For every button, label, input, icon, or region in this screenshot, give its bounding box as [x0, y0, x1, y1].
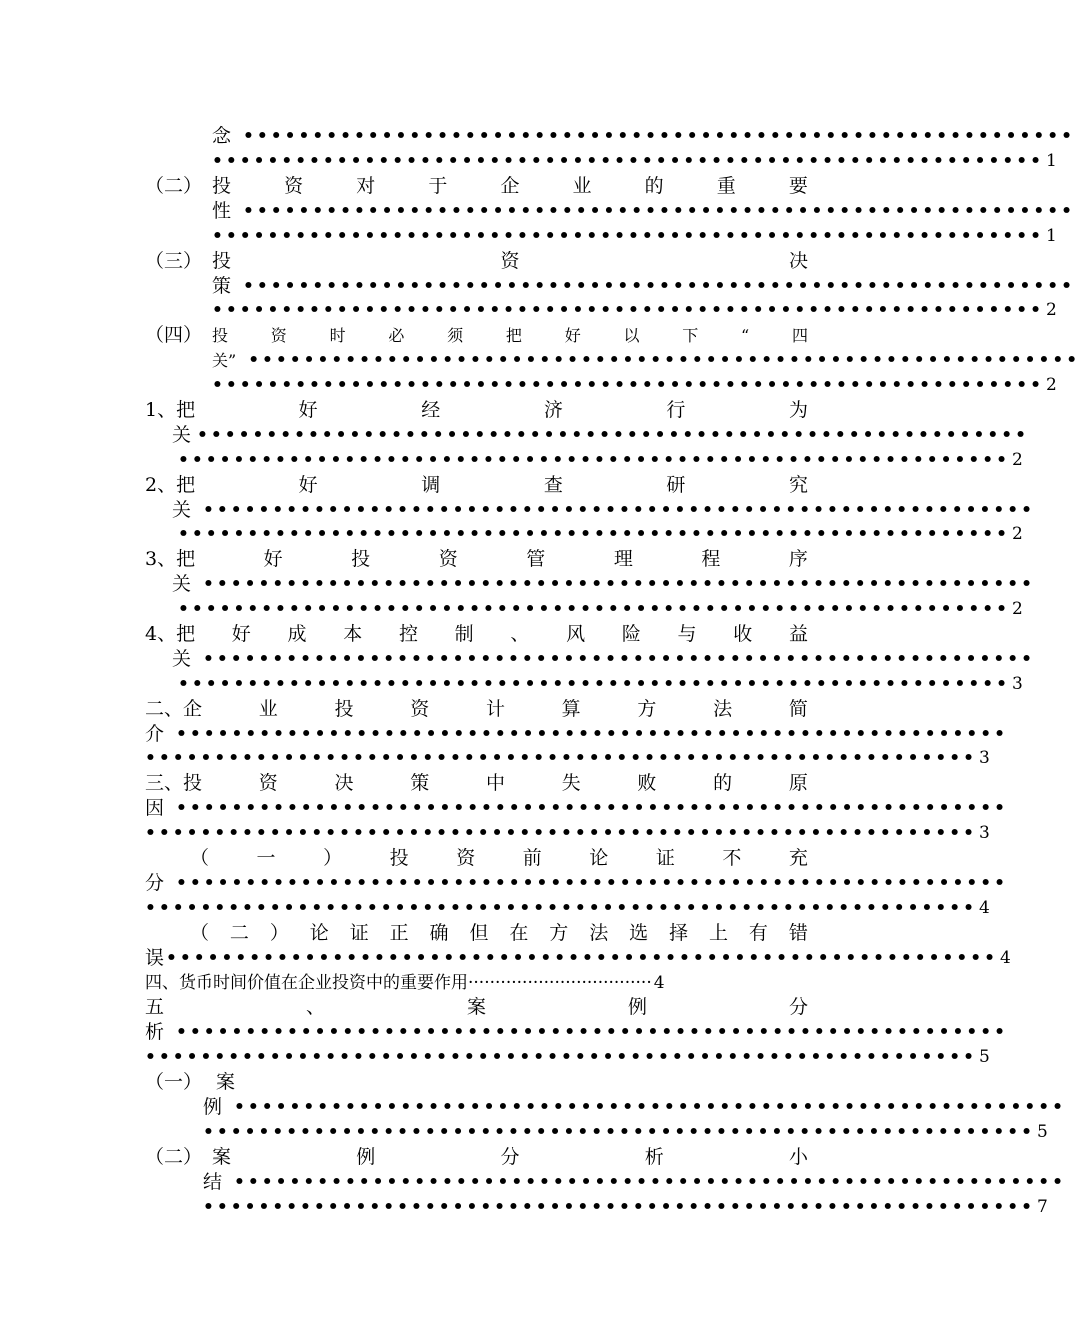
toc-page-number: 1 — [1045, 226, 1057, 246]
toc-heading-char: 资 — [258, 772, 278, 794]
toc-entry-chapter-5-tail: 析 •••••••••••••••••••••••••••••••••••••••••••••••••••••••••••• — [145, 1021, 1008, 1043]
toc-entry-importance-tail: 性 •••••••••••••••••••••••••••••••••••••••••••••••••••••••••••• — [212, 200, 1075, 222]
toc-leader: •••••••••••••••••••••••••••••••••••••••••••••••••••••••••••• — [197, 425, 1029, 445]
toc-heading-char: 、 — [305, 996, 325, 1018]
toc-entry-number: （四） — [145, 324, 203, 346]
toc-heading-char: 计 — [485, 698, 505, 720]
toc-heading-char: 投 — [212, 175, 232, 197]
toc-text: 念 — [212, 125, 232, 147]
toc-heading-char: 3、把 — [145, 548, 196, 570]
toc-heading-char: 资 — [500, 250, 520, 272]
toc-heading-char: 的 — [644, 175, 664, 197]
toc-leader: •••••••••••••••••••••••••••••••••••••••••••••••••••••••••••• — [178, 450, 1010, 470]
toc-heading-char: 业 — [258, 698, 278, 720]
toc-heading-char: 要 — [788, 175, 808, 197]
toc-entry-economic-behavior-page — [178, 448, 1023, 473]
toc-heading-char: （ — [190, 847, 210, 869]
toc-heading-char: 中 — [485, 772, 505, 794]
toc-leader: •••••••••••••••••••••••••••••••••••••••••••••••••••••••••••• — [212, 151, 1044, 171]
toc-heading-char: 济 — [543, 399, 563, 421]
toc-leader: •••••••••••••••••••••••••••••••••••••••••••••••••••••••••••• — [203, 574, 1035, 594]
toc-leader: •••••••••••••••••••••••••••••••••••••••••••••••••••••••••••• — [176, 873, 1008, 893]
toc-heading-char: 收 — [733, 623, 753, 645]
toc-entry-four-gates[interactable] — [212, 323, 808, 348]
toc-leader: •••••••••••••••••••••••••••••••••••••••••••••••••••••••••••• — [212, 375, 1044, 395]
toc-heading-char: 五 — [145, 996, 165, 1018]
toc-heading-char: 时 — [329, 326, 346, 345]
toc-heading-char: 研 — [666, 474, 686, 496]
toc-heading-char: 管 — [526, 548, 546, 570]
toc-heading-char: 以 — [623, 326, 640, 345]
toc-entry-insufficient-proof-page — [145, 896, 990, 921]
toc-heading-char: 有 — [748, 922, 768, 944]
toc-entry-chapter-4[interactable]: 四、货币时间价值在企业投资中的重要作用 ·································· 4 — [145, 971, 725, 996]
toc-entry-economic-behavior-tail: 关 •••••••••••••••••••••••••••••••••••••••••••••••••••••••••••• — [172, 424, 1029, 446]
toc-heading-char: 好 — [298, 474, 318, 496]
toc-leader: •••••••••••••••••••••••••••••••••••••••••••••••••••••••••••• — [203, 500, 1035, 520]
toc-page-number: 4 — [999, 948, 1011, 968]
toc-heading-char: 、 — [510, 623, 530, 645]
toc-heading-char: 风 — [566, 623, 586, 645]
toc-heading-char: 选 — [629, 922, 649, 944]
toc-heading-char: 案 — [466, 996, 486, 1018]
toc-entry-wrong-method[interactable] — [190, 921, 808, 946]
toc-heading-char: 错 — [788, 922, 808, 944]
toc-heading-char: 制 — [454, 623, 474, 645]
toc-heading-char: 资 — [410, 698, 430, 720]
toc-heading-char: 于 — [428, 175, 448, 197]
toc-leader: •••••••••••••••••••••••••••••••••••••••••••••••••••••••••••• — [203, 649, 1035, 669]
toc-entry-chapter-3-page — [145, 821, 990, 846]
toc-heading-char: 对 — [356, 175, 376, 197]
toc-heading-char: 择 — [669, 922, 689, 944]
toc-heading-char: 把 — [505, 326, 522, 345]
toc-entry-decision-tail: 策 •••••••••••••••••••••••••••••••••••••••••••••••••••••••••••• — [212, 275, 1075, 297]
toc-heading-char: 二 — [229, 922, 249, 944]
toc-leader: ·································· — [468, 973, 652, 993]
toc-entry-research-page — [178, 522, 1023, 547]
toc-entry-concept-page — [212, 149, 1057, 174]
toc-heading-char: 证 — [349, 922, 369, 944]
toc-heading-char: ） — [323, 847, 343, 869]
toc-heading-char: 经 — [421, 399, 441, 421]
toc-page-number: 1 — [1045, 151, 1057, 171]
toc-entry-number: （二） — [145, 1146, 203, 1168]
toc-heading-char: 必 — [388, 326, 405, 345]
toc-heading-char: 不 — [722, 847, 742, 869]
toc-heading-char: 的 — [713, 772, 733, 794]
toc-entry-cost-risk-page — [178, 672, 1023, 697]
toc-heading-char: 调 — [421, 474, 441, 496]
toc-entry-chapter-2-tail: 介 •••••••••••••••••••••••••••••••••••••••••••••••••••••••••••• — [145, 723, 1008, 745]
toc-heading-char: 上 — [708, 922, 728, 944]
toc-heading-char: 但 — [469, 922, 489, 944]
toc-heading-char: 资 — [438, 548, 458, 570]
toc-page-number: 2 — [1011, 524, 1023, 544]
toc-entry-chapter-3[interactable] — [145, 771, 808, 796]
toc-heading-char: 益 — [788, 623, 808, 645]
toc-heading-char: 三、投 — [145, 772, 203, 794]
toc-heading-char: 投 — [212, 250, 232, 272]
toc-heading-char: 简 — [788, 698, 808, 720]
toc-heading-char: 重 — [716, 175, 736, 197]
toc-heading-char: 例 — [627, 996, 647, 1018]
toc-entry-cost-risk[interactable] — [145, 622, 808, 647]
toc-page-number: 2 — [1011, 599, 1023, 619]
toc-leader: •••••••••••••••••••••••••••••••••••••••••••••••••••••••••••• — [234, 1172, 1066, 1192]
toc-leader: •••••••••••••••••••••••••••••••••••••••••••••••••••••••••••• — [166, 948, 998, 968]
toc-entry-cost-risk-tail: 关 •••••••••••••••••••••••••••••••••••••••••••••••••••••••••••• — [172, 648, 1035, 670]
toc-heading-char: 在 — [509, 922, 529, 944]
toc-heading-char: 下 — [682, 326, 699, 345]
toc-heading-char: 控 — [398, 623, 418, 645]
toc-heading-char: 企 — [500, 175, 520, 197]
toc-heading-char: 案 — [212, 1146, 232, 1168]
toc-heading-char: （ — [190, 922, 210, 944]
toc-heading-char: 成 — [287, 623, 307, 645]
toc-heading-char: 充 — [788, 847, 808, 869]
toc-heading-char: 正 — [389, 922, 409, 944]
toc-leader: •••••••••••••••••••••••••••••••••••••••••••••••••••••••••••• — [176, 1022, 1008, 1042]
toc-entry-research[interactable] — [145, 473, 808, 498]
toc-heading-char: 好 — [231, 623, 251, 645]
toc-entry-case-page — [203, 1120, 1048, 1145]
toc-page-number: 5 — [978, 1047, 990, 1067]
toc-entry-management[interactable] — [145, 547, 808, 572]
toc-entry-chapter-3-tail: 因 •••••••••••••••••••••••••••••••••••••••••••••••••••••••••••• — [145, 797, 1008, 819]
toc-heading-char: 析 — [644, 1146, 664, 1168]
toc-heading-char: 险 — [621, 623, 641, 645]
toc-entry-chapter-5-page — [145, 1045, 990, 1070]
toc-page-number: 7 — [1036, 1197, 1048, 1217]
toc-heading-char: 为 — [788, 399, 808, 421]
toc-heading-char: 行 — [666, 399, 686, 421]
toc-heading-char: 程 — [701, 548, 721, 570]
toc-heading-char: 法 — [713, 698, 733, 720]
toc-entry-case-tail: 例 •••••••••••••••••••••••••••••••••••••••••••••••••••••••••••• — [203, 1096, 1066, 1118]
toc-leader: •••••••••••••••••••••••••••••••••••••••••••••••••••••••••••• — [178, 599, 1010, 619]
toc-heading-char: 分 — [788, 996, 808, 1018]
toc-heading-char: 投 — [212, 326, 229, 345]
toc-entry-research-tail: 关 •••••••••••••••••••••••••••••••••••••••••••••••••••••••••••• — [172, 499, 1035, 521]
toc-heading-char: 分 — [500, 1146, 520, 1168]
toc-heading-char: 四 — [791, 326, 808, 345]
toc-heading-char: 例 — [356, 1146, 376, 1168]
toc-heading-char: 4、把 — [145, 623, 196, 645]
toc-heading-char: 论 — [589, 847, 609, 869]
toc-heading-char: 本 — [343, 623, 363, 645]
toc-heading-char: 好 — [298, 399, 318, 421]
toc-entry-chapter-2-page — [145, 746, 990, 771]
toc-entry-decision[interactable] — [212, 249, 808, 274]
toc-entry-chapter-2[interactable] — [145, 697, 808, 722]
toc-entry-number: （二） — [145, 175, 203, 197]
toc-leader: •••••••••••••••••••••••••••••••••••••••••••••••••••••••••••• — [212, 300, 1044, 320]
toc-leader: •••••••••••••••••••••••••••••••••••••••••••••••••••••••••••• — [176, 798, 1008, 818]
toc-entry-case-summary[interactable] — [212, 1145, 808, 1170]
toc-heading-char: 2、把 — [145, 474, 196, 496]
toc-heading-char: 好 — [263, 548, 283, 570]
toc-leader: •••••••••••••••••••••••••••••••••••••••••••••••••••••••••••• — [243, 276, 1075, 296]
toc-entry-number: （三） — [145, 250, 203, 272]
toc-heading-char: 投 — [389, 847, 409, 869]
toc-page-number: 4 — [978, 898, 990, 918]
toc-heading-char: 证 — [655, 847, 675, 869]
toc-heading-char: ） — [269, 922, 289, 944]
toc-leader: •••••••••••••••••••••••••••••••••••••••••••••••••••••••••••• — [145, 823, 977, 843]
toc-heading-char: 业 — [572, 175, 592, 197]
toc-heading-char: 原 — [788, 772, 808, 794]
toc-entry-chapter-5[interactable] — [145, 995, 808, 1020]
toc-entry-management-tail: 关 •••••••••••••••••••••••••••••••••••••••••••••••••••••••••••• — [172, 573, 1035, 595]
toc-heading-char: 小 — [788, 1146, 808, 1168]
toc-heading-char: 投 — [334, 698, 354, 720]
toc-entry-importance[interactable] — [212, 174, 808, 199]
toc-leader: •••••••••••••••••••••••••••••••••••••••••••••••••••••••••••• — [145, 748, 977, 768]
toc-heading-char: 败 — [637, 772, 657, 794]
toc-heading-char: 法 — [589, 922, 609, 944]
toc-heading-char: 序 — [788, 548, 808, 570]
toc-page-number: 3 — [978, 823, 990, 843]
toc-entry-management-page — [178, 597, 1023, 622]
toc-heading-char: 前 — [522, 847, 542, 869]
toc-page-number: 3 — [1011, 674, 1023, 694]
toc-heading-char: 二、企 — [145, 698, 203, 720]
toc-heading-char: 查 — [543, 474, 563, 496]
toc-heading-char: 方 — [637, 698, 657, 720]
toc-heading-char: 资 — [270, 326, 287, 345]
toc-heading-char: 须 — [447, 326, 464, 345]
toc-page-number: 2 — [1045, 375, 1057, 395]
toc-entry-importance-page — [212, 224, 1057, 249]
toc-leader: •••••••••••••••••••••••••••••••••••••••••••••••••••••••••••• — [178, 524, 1010, 544]
toc-leader: •••••••••••••••••••••••••••••••••••••••••••••••••••••••••••• — [203, 1122, 1035, 1142]
toc-heading-char: 决 — [334, 772, 354, 794]
toc-leader: •••••••••••••••••••••••••••••••••••••••••••••••••••••••••••• — [243, 126, 1075, 146]
toc-leader: •••••••••••••••••••••••••••••••••••••••••••••••••••••••••••• — [203, 1197, 1035, 1217]
toc-page-number: 5 — [1036, 1122, 1048, 1142]
toc-heading-char: 资 — [284, 175, 304, 197]
toc-leader: •••••••••••••••••••••••••••••••••••••••••••••••••••••••••••• — [243, 201, 1075, 221]
toc-entry-wrong-method-tail: 误 •••••••••••••••••••••••••••••••••••••••••••••••••••••••••••• 4 — [145, 947, 1011, 969]
toc-page-number: 2 — [1011, 450, 1023, 470]
toc-leader: •••••••••••••••••••••••••••••••••••••••••••••••••••••••••••• — [234, 1097, 1066, 1117]
toc-entry-four-gates-page — [212, 373, 1057, 398]
toc-entry-economic-behavior[interactable] — [145, 398, 808, 423]
toc-heading-char: 论 — [309, 922, 329, 944]
toc-heading-char: 究 — [788, 474, 808, 496]
toc-heading-char: 一 — [256, 847, 276, 869]
toc-entry-concept-tail — [212, 124, 1075, 149]
toc-heading-char: 策 — [410, 772, 430, 794]
toc-leader: •••••••••••••••••••••••••••••••••••••••••••••••••••••••••••• — [145, 1047, 977, 1067]
toc-heading-char: 1、把 — [145, 399, 196, 421]
toc-page-number: 3 — [978, 748, 990, 768]
toc-leader: •••••••••••••••••••••••••••••••••••••••••••••••••••••••••••• — [212, 226, 1044, 246]
toc-entry-insufficient-proof[interactable] — [190, 846, 808, 871]
toc-page-number: 4 — [653, 973, 665, 993]
toc-heading-char: 好 — [564, 326, 581, 345]
toc-heading-char: 方 — [549, 922, 569, 944]
toc-entry-case[interactable]: （一） 案 — [145, 1071, 236, 1093]
toc-leader: •••••••••••••••••••••••••••••••••••••••••••••••••••••••••••• — [145, 898, 977, 918]
toc-heading-char: 理 — [613, 548, 633, 570]
toc-entry-insufficient-proof-tail: 分 •••••••••••••••••••••••••••••••••••••••••••••••••••••••••••• — [145, 872, 1008, 894]
toc-heading-char: 算 — [561, 698, 581, 720]
toc-heading-char: 投 — [351, 548, 371, 570]
toc-entry-case-summary-tail: 结 •••••••••••••••••••••••••••••••••••••••••••••••••••••••••••• — [203, 1171, 1066, 1193]
toc-heading-char: 确 — [429, 922, 449, 944]
toc-heading-char: 决 — [788, 250, 808, 272]
toc-heading-char: 失 — [561, 772, 581, 794]
toc-entry-case-summary-page — [203, 1195, 1048, 1220]
toc-leader: •••••••••••••••••••••••••••••••••••••••••••••••••••••••••••• — [178, 674, 1010, 694]
toc-heading-char: “ — [741, 326, 750, 345]
toc-entry-four-gates-tail: 关” •••••••••••••••••••••••••••••••••••••••••••••••••••••••••••• — [212, 348, 808, 373]
toc-leader: •••••••••••••••••••••••••••••••••••••••••••••••••••••••••••• — [176, 724, 1008, 744]
toc-leader: •••••••••••••••••••••••••••••••••••••••••••••••••••••••••••• — [248, 350, 1080, 370]
toc-entry-decision-page — [212, 298, 1057, 323]
toc-heading-char: 与 — [677, 623, 697, 645]
toc-heading-char: 资 — [456, 847, 476, 869]
toc-page-number: 2 — [1045, 300, 1057, 320]
